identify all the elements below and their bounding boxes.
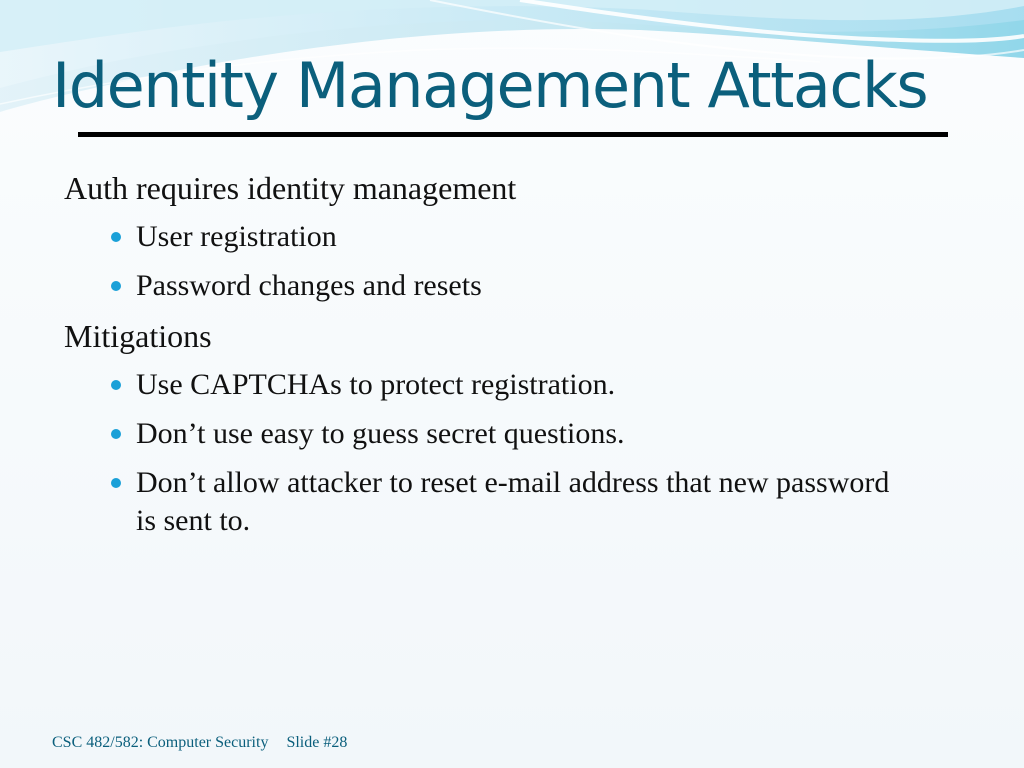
bullet-item (136, 464, 916, 540)
bullet-text: Use CAPTCHAs to protect registration. (136, 368, 616, 401)
bullet-text: Password changes and resets (136, 269, 482, 302)
bullet-dot-icon (111, 281, 121, 291)
section-heading-mitigations: Mitigations (64, 318, 212, 354)
bullet-item (136, 415, 964, 453)
bullet-dot-icon (111, 232, 121, 242)
bullet-item (136, 267, 964, 305)
bullet-item (136, 218, 964, 256)
bullet-text: User registration (136, 220, 337, 253)
slide-body (64, 168, 964, 551)
footer-slide-number: Slide #28 (286, 734, 348, 751)
bullet-text: Don’t use easy to guess secret questions. (136, 417, 625, 450)
bullet-dot-icon (111, 429, 121, 439)
slide-title: Identity Management Attacks (52, 49, 928, 122)
bullet-text: Don’t allow attacker to reset e-mail address that new password is sent to. (136, 466, 890, 537)
title-underline (78, 132, 948, 137)
section-heading-auth: Auth requires identity management (64, 170, 517, 206)
bullet-dot-icon (111, 380, 121, 390)
slide-footer (52, 734, 361, 752)
footer-course: CSC 482/582: Computer Security (52, 734, 269, 751)
bullet-item (136, 366, 964, 404)
bullet-dot-icon (111, 478, 121, 488)
